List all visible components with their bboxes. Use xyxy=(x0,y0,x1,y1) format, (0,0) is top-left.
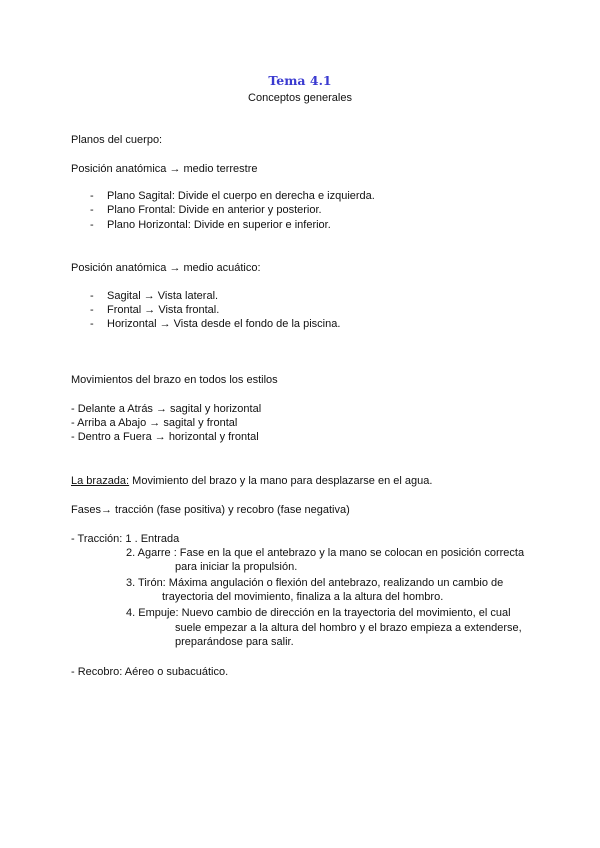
planos-heading: Planos del cuerpo: xyxy=(71,134,163,146)
recobro-line: - Recobro: Aéreo o subacuático. xyxy=(71,666,229,678)
acuatico-heading: Posición anatómica → medio acuático: xyxy=(71,262,261,274)
list-item: Plano Horizontal: Divide en superior e inferior. xyxy=(107,219,331,231)
document-title: Tema 4.1 xyxy=(268,73,332,88)
bullet-dash: - xyxy=(90,219,94,231)
brazada-text: Movimiento del brazo y la mano para desplazarse en el agua. xyxy=(129,475,433,487)
list-item: Plano Sagital: Divide el cuerpo en derecha e izquierda. xyxy=(107,190,375,202)
fases-line: Fases→ tracción (fase positiva) y recobro (fase negativa) xyxy=(71,504,350,516)
list-item: - Arriba a Abajo → sagital y frontal xyxy=(71,417,238,429)
step-agarre-cont: para iniciar la propulsión. xyxy=(175,561,298,573)
step-tiron-cont: trayectoria del movimiento, finaliza a la altura del hombro. xyxy=(162,591,444,603)
step-agarre: 2. Agarre : Fase en la que el antebrazo y la mano se colocan en posición correcta xyxy=(126,547,525,559)
bullet-dash: - xyxy=(90,304,94,316)
step-empuje-cont2: preparándose para salir. xyxy=(175,636,294,648)
bullet-dash: - xyxy=(90,290,94,302)
bullet-dash: - xyxy=(90,190,94,202)
step-empuje: 4. Empuje: Nuevo cambio de dirección en la trayectoria del movimiento, el cual xyxy=(126,607,511,619)
step-empuje-cont: suele empezar a la altura del hombro y el brazo empieza a extenderse, xyxy=(175,622,522,634)
list-item: Sagital → Vista lateral. xyxy=(107,290,219,302)
list-item: - Delante a Atrás → sagital y horizontal xyxy=(71,403,262,415)
traccion-label: - Tracción: 1 . Entrada xyxy=(71,533,180,545)
movimientos-heading: Movimientos del brazo en todos los estilos xyxy=(71,374,278,386)
list-item: Horizontal → Vista desde el fondo de la piscina. xyxy=(107,318,341,330)
bullet-dash: - xyxy=(90,204,94,216)
list-item: - Dentro a Fuera → horizontal y frontal xyxy=(71,431,259,443)
terrestre-heading: Posición anatómica → medio terrestre xyxy=(71,163,258,175)
step-tiron: 3. Tirón: Máxima angulación o flexión del antebrazo, realizando un cambio de xyxy=(126,577,504,589)
brazada-term: La brazada: xyxy=(71,475,130,487)
list-item: Plano Frontal: Divide en anterior y posterior. xyxy=(107,204,322,216)
list-item: Frontal → Vista frontal. xyxy=(107,304,220,316)
bullet-dash: - xyxy=(90,318,94,330)
brazada-definition xyxy=(71,475,432,488)
document-subtitle: Conceptos generales xyxy=(248,92,352,104)
